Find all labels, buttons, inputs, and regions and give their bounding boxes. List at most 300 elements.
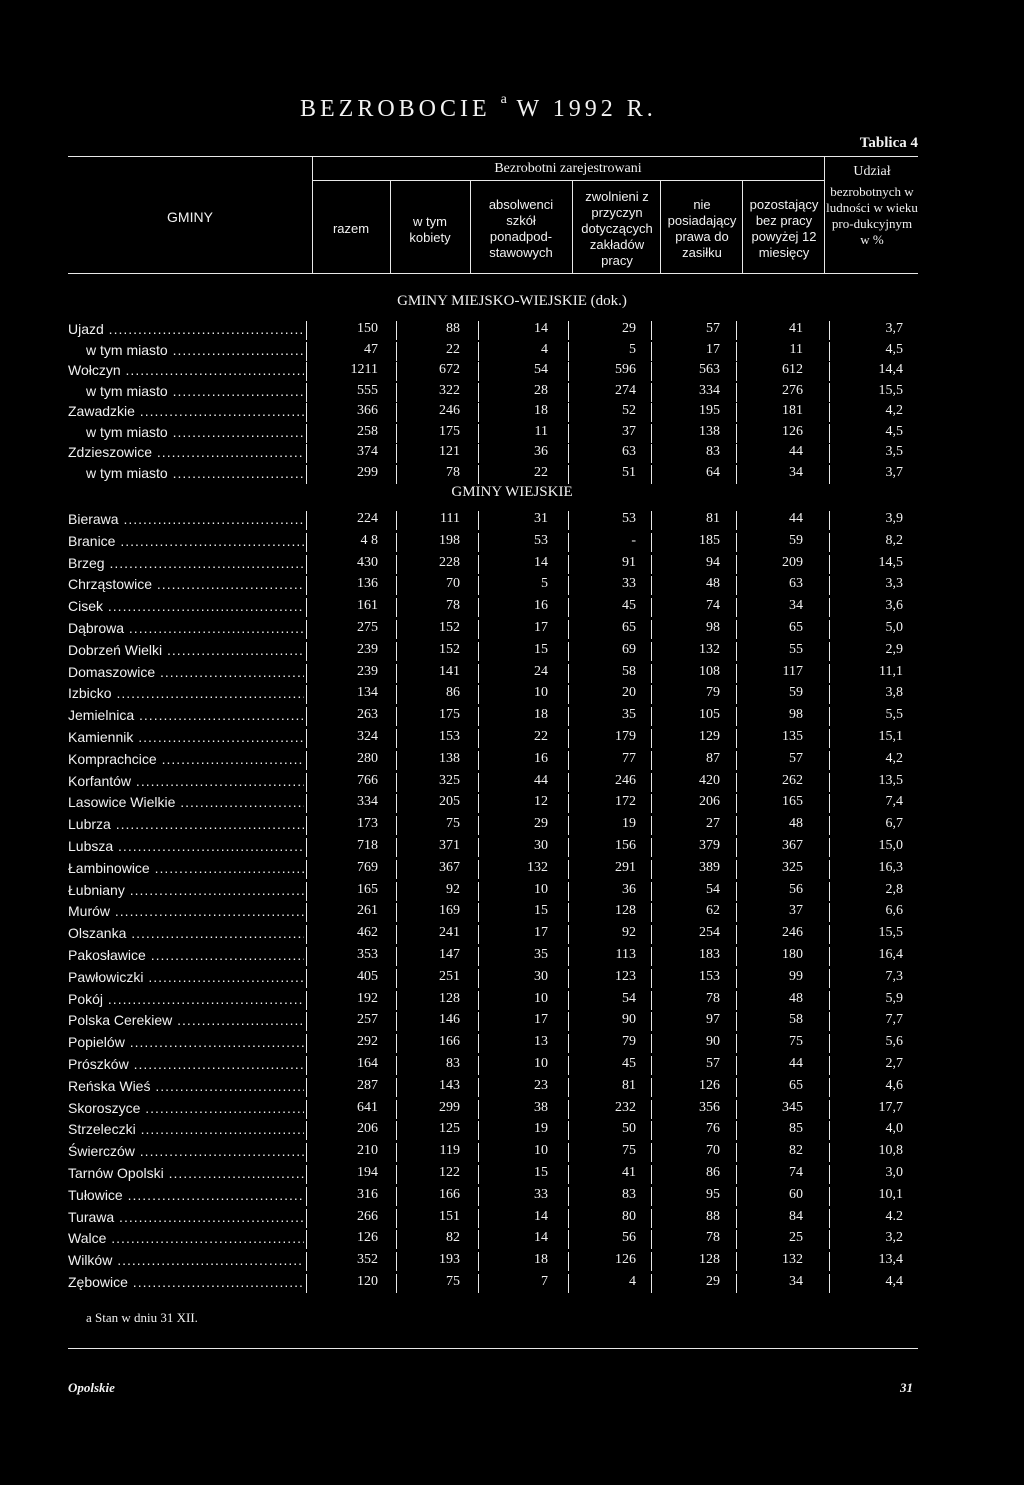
- table-cell: 16: [534, 598, 548, 614]
- table-cell: 29: [534, 816, 548, 832]
- column-separator: [651, 773, 652, 792]
- table-cell: 44: [789, 511, 803, 526]
- table-row: [0, 1056, 1024, 1076]
- column-separator: [478, 465, 479, 484]
- column-separator: [736, 576, 737, 595]
- table-cell: 44: [534, 772, 548, 788]
- row-label: Komprachcice .....: [68, 751, 304, 767]
- column-separator: [829, 511, 830, 530]
- column-separator: [829, 729, 830, 748]
- table-cell: 17: [534, 1012, 548, 1028]
- column-separator: [568, 1012, 569, 1031]
- table-cell: 3,7: [885, 321, 903, 336]
- table-row: [0, 362, 1024, 382]
- table-cell: 18: [534, 1252, 548, 1268]
- column-separator: [396, 620, 397, 639]
- table-cell: 205: [439, 794, 460, 810]
- table-cell: 143: [439, 1077, 460, 1093]
- row-label: Łambinowice .....: [68, 860, 304, 876]
- table-cell: 17: [534, 620, 548, 635]
- table-cell: 136: [357, 576, 378, 592]
- column-separator: [478, 555, 479, 574]
- table-cell: 175: [439, 423, 460, 439]
- row-label: Wilków .....: [68, 1252, 304, 1268]
- column-separator: [568, 1165, 569, 1184]
- table-cell: 37: [622, 423, 636, 439]
- column-separator: [306, 620, 307, 639]
- row-label: Ujazd .....: [68, 321, 304, 337]
- column-separator: [306, 342, 307, 361]
- column-separator: [478, 620, 479, 639]
- table-cell: 4,2: [885, 750, 903, 766]
- table-cell: 58: [622, 663, 636, 679]
- column-separator: [306, 465, 307, 484]
- table-cell: 65: [789, 620, 803, 635]
- row-label: Lubsza .....: [68, 838, 304, 854]
- table-cell: 12: [534, 794, 548, 810]
- column-separator: [306, 729, 307, 748]
- table-cell: 15: [534, 903, 548, 919]
- table-row: [0, 424, 1024, 444]
- row-label: Zawadzkie .....: [68, 403, 304, 419]
- column-separator: [829, 860, 830, 879]
- table-row: [0, 1274, 1024, 1294]
- row-label: w tym miasto .....: [86, 342, 304, 358]
- table-cell: 17: [706, 341, 720, 357]
- column-separator: [478, 969, 479, 988]
- column-separator: [736, 465, 737, 484]
- column-separator: [478, 1165, 479, 1184]
- table-cell: 75: [789, 1034, 803, 1050]
- table-cell: 262: [782, 772, 803, 788]
- table-cell: 83: [706, 444, 720, 459]
- table-cell: 121: [439, 444, 460, 459]
- table-row: [0, 1165, 1024, 1185]
- table-cell: 75: [446, 1274, 460, 1289]
- table-cell: 325: [782, 859, 803, 875]
- table-cell: 430: [357, 554, 378, 570]
- column-separator: [396, 1252, 397, 1271]
- table-cell: 23: [534, 1077, 548, 1093]
- row-label: Izbicko .....: [68, 685, 304, 701]
- table-cell: 10: [534, 990, 548, 1006]
- table-cell: 166: [439, 1034, 460, 1050]
- column-separator: [736, 1230, 737, 1249]
- table-cell: 4,6: [885, 1077, 903, 1093]
- table-cell: 153: [699, 968, 720, 984]
- row-label: Wołczyn .....: [68, 362, 304, 378]
- table-cell: 299: [357, 464, 378, 480]
- column-separator: [829, 1121, 830, 1140]
- column-separator: [306, 1100, 307, 1119]
- table-cell: 24: [534, 663, 548, 679]
- table-cell: 86: [706, 1165, 720, 1180]
- table-cell: 83: [622, 1186, 636, 1202]
- column-separator: [736, 1078, 737, 1097]
- column-separator: [651, 860, 652, 879]
- column-separator: [306, 664, 307, 683]
- table-cell: 31: [534, 511, 548, 526]
- column-separator: [829, 1143, 830, 1162]
- column-separator: [396, 773, 397, 792]
- column-separator: [736, 773, 737, 792]
- table-row: [0, 1100, 1024, 1120]
- column-separator: [396, 1121, 397, 1140]
- column-separator: [829, 816, 830, 835]
- table-cell: 30: [534, 838, 548, 853]
- row-label: Strzeleczki .....: [68, 1121, 304, 1137]
- column-separator: [736, 321, 737, 340]
- column-separator: [829, 444, 830, 463]
- page-number: 31: [900, 1380, 913, 1395]
- table-cell: 30: [534, 968, 548, 984]
- column-separator: [478, 882, 479, 901]
- column-separator: [651, 424, 652, 443]
- column-separator: [651, 620, 652, 639]
- table-cell: 420: [699, 772, 720, 788]
- column-separator: [651, 1121, 652, 1140]
- table-row: [0, 620, 1024, 640]
- table-cell: 209: [782, 554, 803, 570]
- table-cell: 79: [706, 685, 720, 701]
- table-cell: 17,7: [878, 1099, 903, 1115]
- column-separator: [306, 685, 307, 704]
- table-row: [0, 664, 1024, 684]
- table-cell: 36: [534, 444, 548, 459]
- column-separator: [568, 838, 569, 857]
- table-cell: 87: [706, 750, 720, 766]
- column-separator: [396, 598, 397, 617]
- table-cell: 117: [782, 663, 803, 679]
- table-cell: 257: [357, 1012, 378, 1028]
- table-cell: 44: [789, 444, 803, 459]
- column-separator: [651, 1056, 652, 1075]
- column-separator: [396, 882, 397, 901]
- table-cell: 69: [622, 641, 636, 657]
- column-separator: [829, 751, 830, 770]
- column-separator: [736, 362, 737, 381]
- table-cell: 2,8: [885, 881, 903, 897]
- table-cell: 86: [446, 685, 460, 701]
- table-cell: 555: [357, 382, 378, 398]
- table-row: [0, 838, 1024, 858]
- table-cell: 34: [789, 464, 803, 480]
- column-separator: [736, 729, 737, 748]
- row-label: Dobrzeń Wielki .....: [68, 642, 304, 658]
- table-cell: 4,5: [885, 341, 903, 357]
- table-cell: 18: [534, 707, 548, 723]
- column-separator: [478, 642, 479, 661]
- table-cell: 161: [357, 598, 378, 614]
- column-separator: [396, 1209, 397, 1228]
- table-row: [0, 403, 1024, 423]
- table-cell: 175: [439, 707, 460, 723]
- table-cell: 198: [439, 532, 460, 548]
- column-separator: [736, 642, 737, 661]
- column-separator: [568, 511, 569, 530]
- column-separator: [306, 816, 307, 835]
- column-separator: [568, 1209, 569, 1228]
- table-cell: 45: [622, 1056, 636, 1071]
- column-separator: [736, 860, 737, 879]
- table-cell: 261: [357, 903, 378, 919]
- table-cell: 8,2: [885, 532, 903, 548]
- table-cell: 4,0: [885, 1121, 903, 1137]
- column-separator: [651, 903, 652, 922]
- table-cell: 4 8: [360, 532, 378, 548]
- column-separator: [736, 342, 737, 361]
- table-cell: 10: [534, 1056, 548, 1071]
- column-separator: [651, 321, 652, 340]
- table-cell: 5,0: [885, 620, 903, 635]
- table-cell: 95: [706, 1186, 720, 1202]
- header-zwolnieni: zwolnieni z przyczyn dotyczących zakładów pracy: [581, 189, 653, 268]
- column-separator: [568, 620, 569, 639]
- column-separator: [736, 1143, 737, 1162]
- column-separator: [829, 1187, 830, 1206]
- column-separator: [829, 533, 830, 552]
- column-separator: [651, 1274, 652, 1293]
- table-cell: 135: [782, 729, 803, 744]
- column-separator: [568, 925, 569, 944]
- header-razem: razem: [332, 221, 370, 236]
- table-cell: 7,4: [885, 794, 903, 810]
- table-cell: 76: [706, 1121, 720, 1137]
- table-row: [0, 321, 1024, 341]
- table-cell: 3,9: [885, 511, 903, 526]
- column-separator: [396, 342, 397, 361]
- column-separator: [478, 925, 479, 944]
- column-separator: [478, 444, 479, 463]
- table-cell: 79: [622, 1034, 636, 1050]
- column-separator: [568, 444, 569, 463]
- column-separator: [396, 816, 397, 835]
- table-cell: 54: [622, 990, 636, 1006]
- table-cell: 172: [615, 794, 636, 810]
- row-label: Pakosławice .....: [68, 947, 304, 963]
- table-cell: 4,4: [885, 1274, 903, 1289]
- table-cell: 1211: [350, 362, 378, 377]
- table-row: [0, 342, 1024, 362]
- table-cell: 5: [541, 576, 548, 592]
- table-cell: 275: [357, 620, 378, 635]
- table-cell: 15,0: [878, 838, 903, 853]
- table-cell: 108: [699, 663, 720, 679]
- table-cell: 374: [357, 444, 378, 459]
- table-cell: 25: [789, 1230, 803, 1246]
- column-separator: [651, 1143, 652, 1162]
- column-separator: [478, 533, 479, 552]
- section-title-wiejskie: GMINY WIEJSKIE: [451, 484, 573, 500]
- column-separator: [829, 925, 830, 944]
- column-separator: [478, 598, 479, 617]
- column-separator: [306, 383, 307, 402]
- table-cell: 239: [357, 641, 378, 657]
- row-label: Tarnów Opolski .....: [68, 1165, 304, 1181]
- footer-left: Opolskie: [68, 1380, 115, 1395]
- table-cell: 325: [439, 772, 460, 788]
- column-separator: [568, 555, 569, 574]
- column-separator: [651, 729, 652, 748]
- table-cell: 35: [534, 947, 548, 962]
- table-cell: 672: [439, 362, 460, 377]
- column-separator: [568, 576, 569, 595]
- header-absolwenci: absolwenci szkół ponadpod-stawowych: [488, 197, 554, 260]
- column-separator: [736, 838, 737, 857]
- table-row: [0, 816, 1024, 836]
- column-separator: [568, 1252, 569, 1271]
- table-cell: 6,6: [885, 903, 903, 919]
- row-label: Cisek .....: [68, 598, 304, 614]
- column-separator: [306, 1012, 307, 1031]
- column-separator: [568, 903, 569, 922]
- column-separator: [651, 1187, 652, 1206]
- column-separator: [736, 1121, 737, 1140]
- table-cell: 10: [534, 685, 548, 701]
- table-row: [0, 533, 1024, 553]
- column-separator: [651, 642, 652, 661]
- column-separator: [736, 969, 737, 988]
- table-cell: 150: [357, 321, 378, 336]
- table-cell: 206: [699, 794, 720, 810]
- column-separator: [651, 1034, 652, 1053]
- column-separator: [478, 511, 479, 530]
- table-cell: 166: [439, 1186, 460, 1202]
- table-cell: 292: [357, 1034, 378, 1050]
- table-cell: 379: [699, 838, 720, 853]
- column-separator: [568, 794, 569, 813]
- table-cell: 6,7: [885, 816, 903, 832]
- table-cell: 44: [789, 1056, 803, 1071]
- section-title-miejsko-wiejskie: GMINY MIEJSKO-WIEJSKIE (dok.): [397, 293, 627, 309]
- column-separator: [736, 555, 737, 574]
- table-cell: 111: [440, 511, 460, 526]
- column-separator: [396, 642, 397, 661]
- column-separator: [736, 1274, 737, 1293]
- column-separator: [478, 794, 479, 813]
- column-separator: [396, 838, 397, 857]
- column-separator: [829, 773, 830, 792]
- row-label: Olszanka .....: [68, 925, 304, 941]
- table-cell: 2,9: [885, 641, 903, 657]
- column-separator: [396, 969, 397, 988]
- column-separator: [829, 424, 830, 443]
- table-cell: 5,6: [885, 1034, 903, 1050]
- column-separator: [829, 465, 830, 484]
- table-cell: 75: [446, 816, 460, 832]
- table-cell: 371: [439, 838, 460, 853]
- table-cell: 97: [706, 1012, 720, 1028]
- table-row: [0, 773, 1024, 793]
- column-separator: [829, 576, 830, 595]
- table-cell: 3,5: [885, 444, 903, 459]
- column-separator: [568, 465, 569, 484]
- table-cell: 90: [622, 1012, 636, 1028]
- table-cell: 92: [446, 881, 460, 897]
- column-separator: [651, 1165, 652, 1184]
- table-cell: 70: [446, 576, 460, 592]
- column-separator: [736, 620, 737, 639]
- table-cell: 82: [789, 1143, 803, 1159]
- table-cell: 641: [357, 1099, 378, 1115]
- table-cell: 180: [782, 947, 803, 962]
- table-cell: 90: [706, 1034, 720, 1050]
- table-cell: 251: [439, 968, 460, 984]
- column-separator: [396, 794, 397, 813]
- table-row: [0, 598, 1024, 618]
- column-separator: [829, 991, 830, 1010]
- column-separator: [478, 838, 479, 857]
- column-separator: [829, 685, 830, 704]
- column-separator: [736, 424, 737, 443]
- column-separator: [736, 383, 737, 402]
- table-cell: 3,3: [885, 576, 903, 592]
- header-nie-posiadajacy: nie posiadający prawa do zasiłku: [667, 197, 737, 260]
- row-label: Bierawa .....: [68, 511, 304, 527]
- table-cell: 138: [439, 750, 460, 766]
- column-separator: [306, 773, 307, 792]
- column-separator: [568, 773, 569, 792]
- column-separator: [736, 1034, 737, 1053]
- footnote: a Stan w dniu 31 XII.: [86, 1310, 198, 1325]
- table-cell: 241: [439, 925, 460, 941]
- column-separator: [829, 664, 830, 683]
- row-label: Domaszowice .....: [68, 664, 304, 680]
- table-cell: 367: [439, 859, 460, 875]
- row-label: Tułowice .....: [68, 1187, 304, 1203]
- table-row: [0, 947, 1024, 967]
- row-label: Branice .....: [68, 533, 304, 549]
- table-cell: 4,2: [885, 403, 903, 418]
- table-cell: 33: [534, 1186, 548, 1202]
- table-cell: 173: [357, 816, 378, 832]
- column-separator: [651, 925, 652, 944]
- column-separator: [306, 1056, 307, 1075]
- table-cell: 5,9: [885, 990, 903, 1006]
- table-cell: 179: [615, 729, 636, 744]
- column-separator: [396, 925, 397, 944]
- table-cell: 274: [615, 382, 636, 398]
- table-cell: 56: [789, 881, 803, 897]
- column-separator: [651, 794, 652, 813]
- column-separator: [306, 1034, 307, 1053]
- table-cell: 14: [534, 1230, 548, 1246]
- column-separator: [829, 947, 830, 966]
- table-cell: 88: [446, 321, 460, 336]
- table-cell: 57: [789, 750, 803, 766]
- table-cell: 15: [534, 1165, 548, 1180]
- column-separator: [306, 1165, 307, 1184]
- table-cell: 146: [439, 1012, 460, 1028]
- column-separator: [396, 1274, 397, 1293]
- column-separator: [306, 1252, 307, 1271]
- column-separator: [829, 903, 830, 922]
- column-separator: [396, 903, 397, 922]
- column-separator: [306, 903, 307, 922]
- column-separator: [568, 991, 569, 1010]
- column-separator: [478, 1187, 479, 1206]
- column-separator: [829, 794, 830, 813]
- row-label: Lubrza .....: [68, 816, 304, 832]
- column-separator: [568, 1230, 569, 1249]
- column-separator: [396, 321, 397, 340]
- column-separator: [651, 1252, 652, 1271]
- table-cell: 246: [615, 772, 636, 788]
- table-cell: 345: [782, 1099, 803, 1115]
- column-separator: [651, 947, 652, 966]
- column-separator: [396, 1056, 397, 1075]
- row-label: w tym miasto .....: [86, 383, 304, 399]
